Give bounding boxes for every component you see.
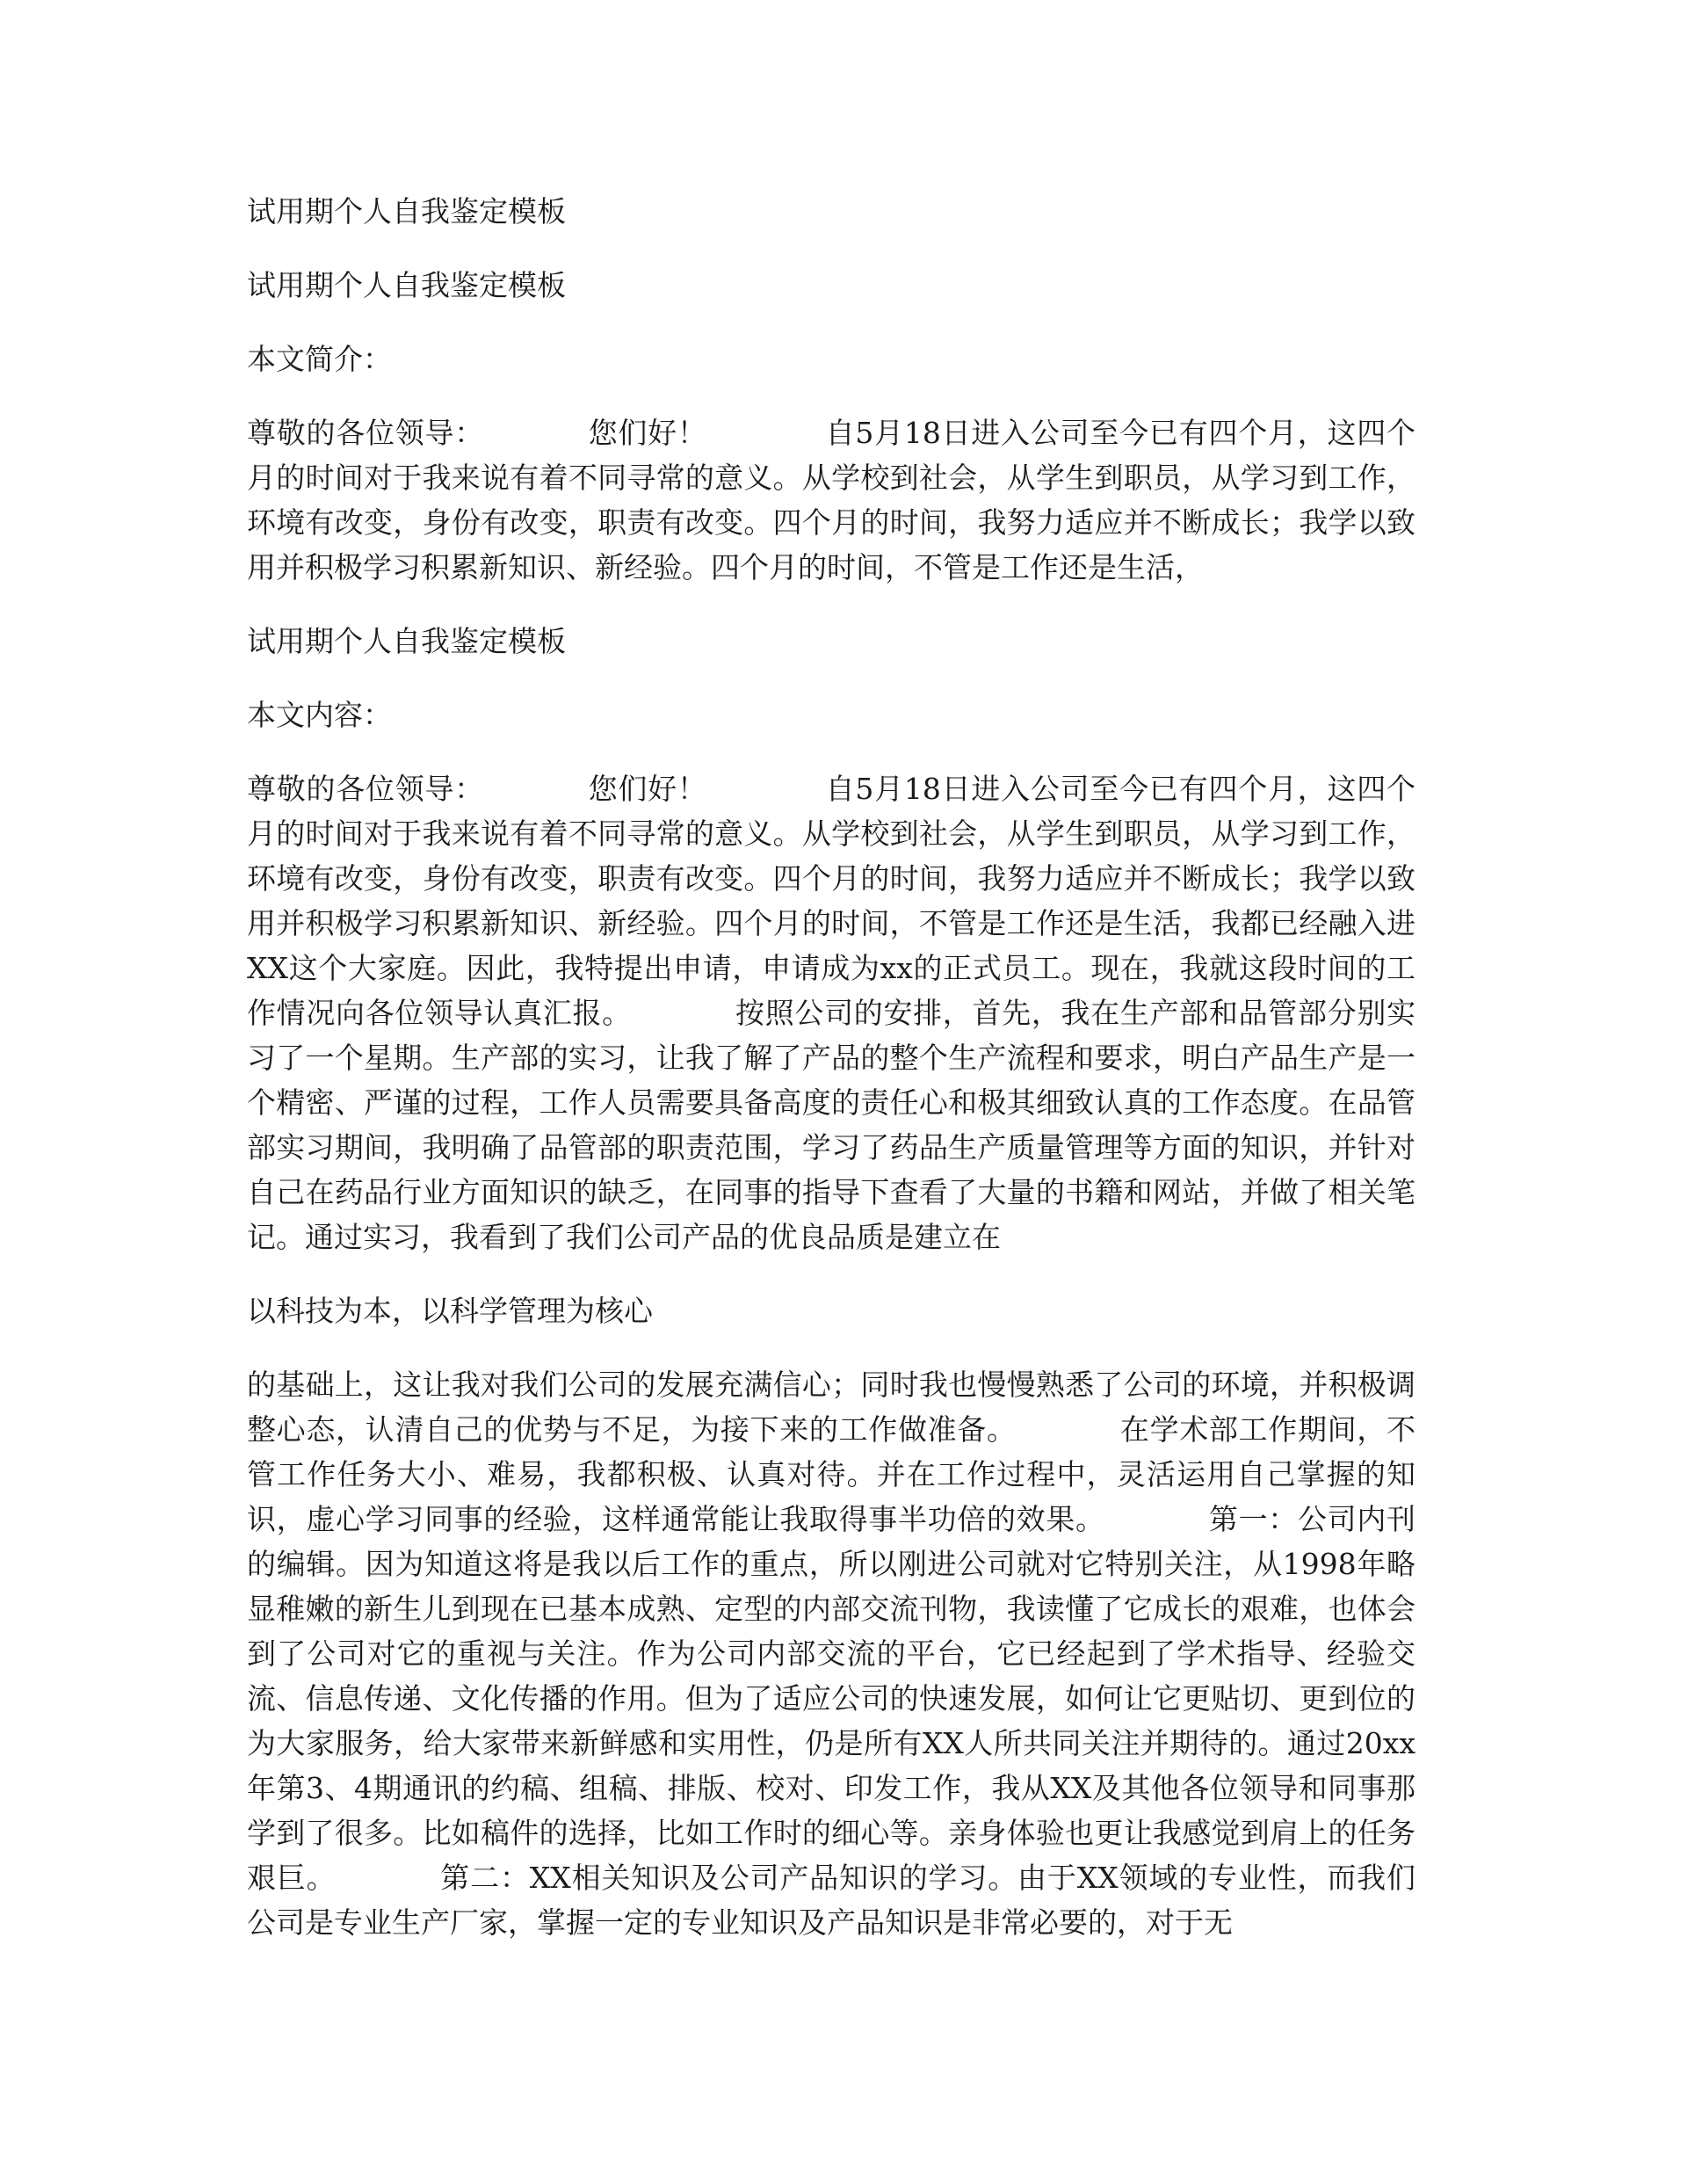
content-label: 本文内容： [247,698,392,732]
document-page [247,189,1415,1974]
highlight-line: 以科技为本，以科学管理为核心 [247,1294,653,1328]
document-title: 试用期个人自我鉴定模板 [247,194,566,229]
document-subtitle: 试用期个人自我鉴定模板 [247,268,566,302]
content-title: 试用期个人自我鉴定模板 [247,624,566,658]
content-paragraph: 尊敬的各位领导： 您们好！ 自5月18日进入公司至今已有四个月，这四个月的时间对于我来说有着不同寻常的意义。从学校到社会，从学生到职员，从学习到工作，环境有改变，身份有改变，职责有改变。四个月的时间，我努力适应并不断成长；我学以致用并积极学习积累新知识、新经验。四个月的时间，不管是工作还是生活，我都已经融入进XX这个大家庭。因此，我特提出申请，申请成为xx的正式员工。现在，我就这段时间的工作情况向各位领导认真汇报。 按照公司的安排，首先，我在生产部和品管部分别实习了一个星期。生产部的实习，让我了解了产品的整个生产流程和要求，明白产品生产是一个精密、严谨的过程，工作人员需要具备高度的责任心和极其细致认真的工作态度。在品管部实习期间，我明确了品管部的职责范围，学习了药品生产质量管理等方面的知识，并针对自己在药品行业方面知识的缺乏，在同事的指导下查看了大量的书籍和网站，并做了相关笔记。通过实习，我看到了我们公司产品的优良品质是建立在 [247,772,1415,1254]
intro-label: 本文简介： [247,342,392,376]
intro-paragraph: 尊敬的各位领导： 您们好！ 自5月18日进入公司至今已有四个月，这四个月的时间对于我来说有着不同寻常的意义。从学校到社会，从学生到职员，从学习到工作，环境有改变，身份有改变，职责有改变。四个月的时间，我努力适应并不断成长；我学以致用并积极学习积累新知识、新经验。四个月的时间，不管是工作还是生活， [247,416,1415,584]
continuation-paragraph: 的基础上，这让我对我们公司的发展充满信心；同时我也慢慢熟悉了公司的环境，并积极调整心态，认清自己的优势与不足，为接下来的工作做准备。 在学术部工作期间，不管工作任务大小、难易，我都积极、认真对待。并在工作过程中，灵活运用自己掌握的知识，虚心学习同事的经验，这样通常能让我取得事半功倍的效果。 第一：公司内刊的编辑。因为知道这将是我以后工作的重点，所以刚进公司就对它特别关注，从1998年略显稚嫩的新生儿到现在已基本成熟、定型的内部交流刊物，我读懂了它成长的艰难，也体会到了公司对它的重视与关注。作为公司内部交流的平台，它已经起到了学术指导、经验交流、信息传递、文化传播的作用。但为了适应公司的快速发展，如何让它更贴切、更到位的为大家服务，给大家带来新鲜感和实用性，仍是所有XX人所共同关注并期待的。通过20xx年第3、4期通讯的约稿、组稿、排版、校对、印发工作，我从XX及其他各位领导和同事那学到了很多。比如稿件的选择，比如工作时的细心等。亲身体验也更让我感觉到肩上的任务艰巨。 第二：XX相关知识及公司产品知识的学习。由于XX领域的专业性，而我们公司是专业生产厂家，掌握一定的专业知识及产品知识是非常必要的，对于无 [247,1368,1415,1940]
